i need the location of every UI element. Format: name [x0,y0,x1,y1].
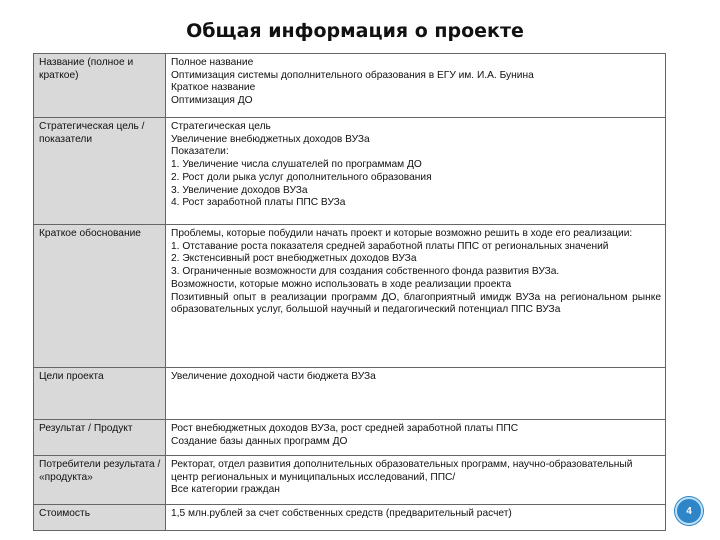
value-line: Оптимизация системы дополнительного образования в ЕГУ им. И.А. Бунина [171,69,534,81]
row-label: Название (полное и краткое) [34,54,166,118]
value-line: 4. Рост заработной платы ППС ВУЗа [171,197,346,209]
value-line: 1,5 млн.рублей за счет собственных средств (предварительный расчет) [171,508,512,519]
value-line: 1. Отставание роста показателя средней заработной платы ППС от региональных значений [171,240,609,252]
table-row [34,54,666,118]
page-title: Общая информация о проекте [186,20,524,42]
row-label: Краткое обоснование [34,225,166,368]
value-line: 3. Ограниченные возможности для создания собственного фонда развития ВУЗа. [171,266,560,278]
page-number-badge: 4 [675,497,703,525]
table-row [34,505,666,531]
value-line: Проблемы, которые побудили начать проект и которые возможно решить в ходе его реализации: [171,228,633,239]
value-line: Все категории граждан [171,484,280,496]
value-line: Рост внебюджетных доходов ВУЗа, рост средней заработной платы ППС [171,423,519,434]
value-line: Увеличение доходной части бюджета ВУЗа [171,371,376,382]
row-value [166,456,666,505]
table-row [34,368,666,420]
row-value [166,368,666,420]
table-row [34,225,666,368]
row-value [166,118,666,225]
value-line: Показатели: [171,146,229,158]
value-line: 2. Экстенсивный рост внебюджетных доходов ВУЗа [171,253,417,265]
row-label: Потребители результата / «продукта» [34,456,166,505]
value-line: Краткое название [171,82,256,94]
value-line: 1. Увеличение числа слушателей по программам ДО [171,159,422,171]
value-line: Возможности, которые можно использовать в ходе реализации проекта [171,278,512,290]
value-line: 3. Увеличение доходов ВУЗа [171,184,308,196]
table-row [34,118,666,225]
value-line: Увеличение внебюджетных доходов ВУЗа [171,133,370,145]
row-label: Стоимость [34,505,166,531]
value-line: Создание базы данных программ ДО [171,435,348,447]
row-value [166,225,666,368]
table-row [34,420,666,456]
row-label: Стратегическая цель / показатели [34,118,166,225]
value-line: Оптимизация ДО [171,95,253,107]
row-label: Цели проекта [34,368,166,420]
value-line: Стратегическая цель [171,121,271,132]
value-line: Позитивный опыт в реализации программ ДО, благоприятный имидж ВУЗа на региональном рынке образовательных услуг, большой научный и педагогический потенциал ППС ВУЗа [171,291,661,316]
value-line: Ректорат, отдел развития дополнительных образовательных программ, научно-образовательный центр региональных и муниципальных исследований, ППС/ [171,459,633,483]
row-value [166,505,666,531]
row-value [166,420,666,456]
row-value [166,54,666,118]
value-line: Полное название [171,57,254,68]
row-label: Результат / Продукт [34,420,166,456]
table-row [34,456,666,505]
project-info-table [33,53,666,531]
value-line: 2. Рост доли рыка услуг дополнительного образования [171,171,432,183]
